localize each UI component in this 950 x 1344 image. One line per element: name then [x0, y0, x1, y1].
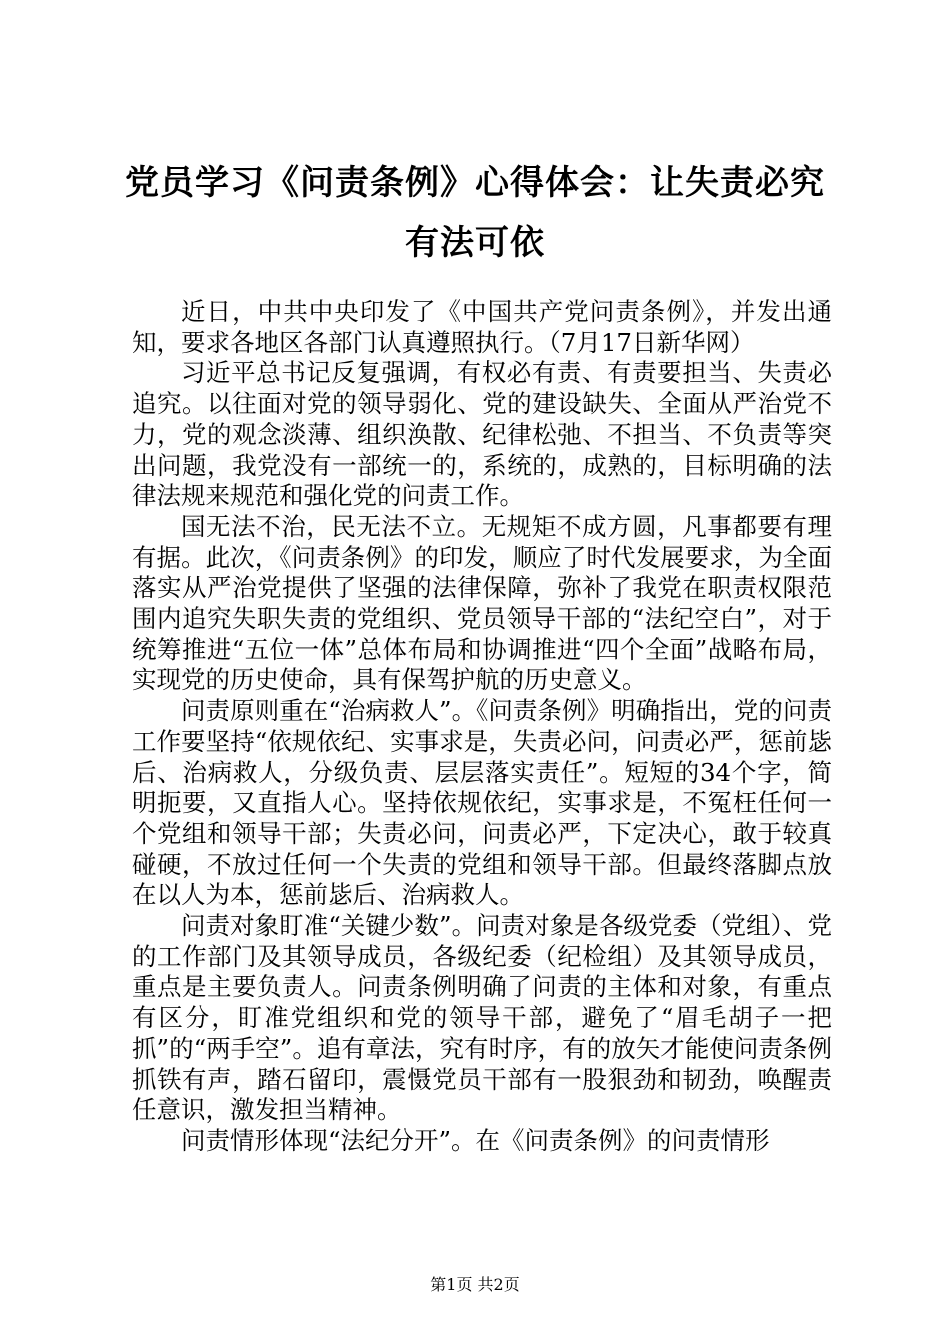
paragraph-principles: 问责原则重在“治病救人”。《问责条例》明确指出，党的问责工作要坚持“依规依纪、实事求是，失责必问，问责必严，惩前毖后、治病救人，分级负责、层层落实责任”。短短的34个字，简明扼要，又直指人心。坚持依规依纪，实事求是，不冤枉任何一个党组和领导干部；失责必问，问责必严，下定决心，敢于较真碰硬，不放过任何一个失责的党组和领导干部。但最终落脚点放在以人为本，惩前毖后、治病救人。 — [132, 696, 832, 910]
document-title-line-1: 党员学习《问责条例》心得体会：让失责必究 — [125, 163, 825, 203]
paragraph-situations: 问责情形体现“法纪分开”。在《问责条例》的问责情形 — [181, 1125, 770, 1155]
document-title-line-2: 有法可依 — [405, 223, 545, 263]
paragraph-targets: 问责对象盯准“关键少数”。问责对象是各级党委（党组）、党的工作部门及其领导成员，各级纪委（纪检组）及其领导成员，重点是主要负责人。问责条例明确了问责的主体和对象，有重点有区分，盯准党组织和党的领导干部，避免了“眉毛胡子一把抓”的“两手空”。追有章法，究有时序，有的放矢才能使问责条例抓铁有声，踏石留印，震慑党员干部有一股狠劲和韧劲，唤醒责任意识，激发担当精神。 — [132, 911, 832, 1125]
page-footer: 第1页 共2页 — [430, 1275, 520, 1294]
document-body — [132, 297, 832, 1157]
paragraph-xi-quote: 习近平总书记反复强调，有权必有责、有责要担当、失责必追究。以往面对党的领导弱化、党的建设缺失、全面从严治党不力，党的观念淡薄、组织涣散、纪律松弛、不担当、不负责等突出问题，我党没有一部统一的，系统的，成熟的，目标明确的法律法规来规范和强化党的问责工作。 — [132, 358, 832, 511]
paragraph-intro: 近日，中共中央印发了《中国共产党问责条例》，并发出通知，要求各地区各部门认真遵照执行。（7月17日新华网） — [132, 297, 832, 357]
paragraph-significance: 国无法不治，民无法不立。无规矩不成方圆，凡事都要有理有据。此次，《问责条例》的印发，顺应了时代发展要求，为全面落实从严治党提供了坚强的法律保障，弥补了我党在职责权限范围内追究失职失责的党组织、党员领导干部的“法纪空白”，对于统筹推进“五位一体”总体布局和协调推进“四个全面”战略布局，实现党的历史使命，具有保驾护航的历史意义。 — [132, 511, 832, 695]
